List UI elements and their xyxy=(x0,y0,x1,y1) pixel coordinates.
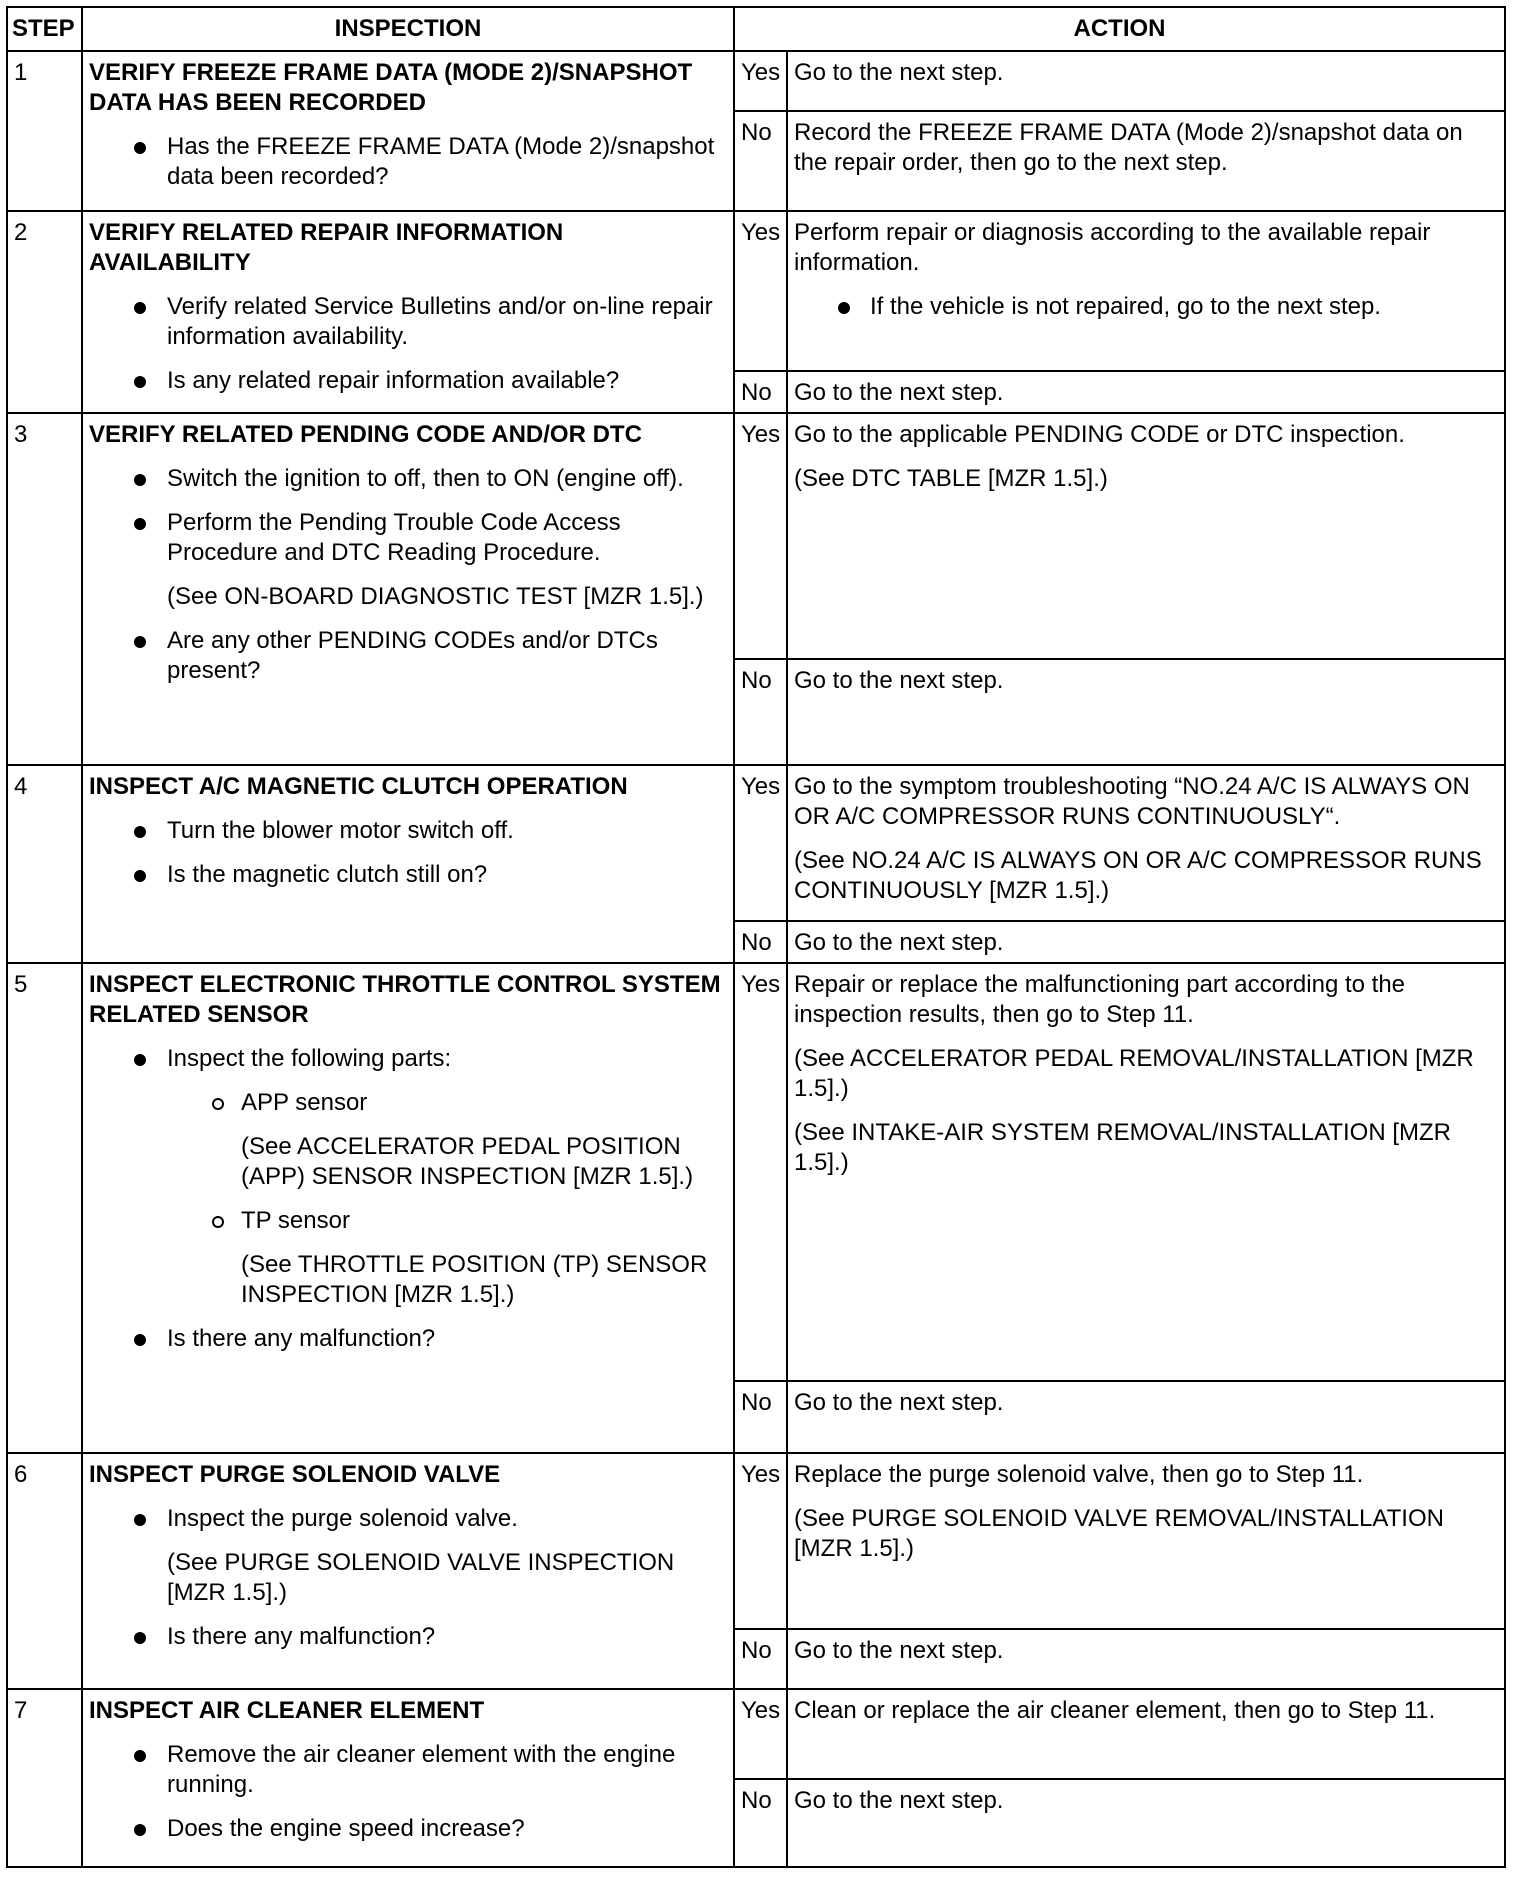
inspection-item: Remove the air cleaner element with the engine running. xyxy=(89,1740,727,1800)
no-label: No xyxy=(734,1381,787,1453)
inspection-subitem: APP sensor xyxy=(89,1088,727,1118)
inspection-cell xyxy=(82,1453,734,1689)
no-label: No xyxy=(734,921,787,963)
inspection-cell xyxy=(82,211,734,413)
yes-action: Perform repair or diagnosis according to the available repair information. xyxy=(794,219,1431,276)
inspection-title: INSPECT PURGE SOLENOID VALVE xyxy=(89,1461,501,1488)
yes-label: Yes xyxy=(734,1453,787,1629)
no-label: No xyxy=(734,371,787,413)
yes-action-reference: (See NO.24 A/C IS ALWAYS ON OR A/C COMPRESSOR RUNS CONTINUOUSLY [MZR 1.5].) xyxy=(794,847,1482,904)
inspection-item: Has the FREEZE FRAME DATA (Mode 2)/snapshot data been recorded? xyxy=(89,132,727,192)
table-row xyxy=(7,963,1505,1381)
table-row xyxy=(7,765,1505,921)
no-action: Record the FREEZE FRAME DATA (Mode 2)/snapshot data on the repair order, then go to the next step. xyxy=(787,111,1505,211)
inspection-item: Are any other PENDING CODEs and/or DTCs present? xyxy=(89,626,727,686)
table-row xyxy=(7,1453,1505,1629)
step-number: 2 xyxy=(7,211,82,413)
yes-action-reference: (See INTAKE-AIR SYSTEM REMOVAL/INSTALLATION [MZR 1.5].) xyxy=(794,1119,1451,1176)
inspection-item: Verify related Service Bulletins and/or on-line repair information availability. xyxy=(89,292,727,352)
no-action: Go to the next step. xyxy=(787,1629,1505,1689)
inspection-cell xyxy=(82,1689,734,1867)
inspection-title: INSPECT AIR CLEANER ELEMENT xyxy=(89,1697,485,1724)
yes-action: Clean or replace the air cleaner element, then go to Step 11. xyxy=(787,1689,1505,1779)
step-number: 7 xyxy=(7,1689,82,1867)
yes-action-cell xyxy=(787,765,1505,921)
diagnostic-table xyxy=(6,6,1506,1868)
inspection-subitem-reference: (See ACCELERATOR PEDAL POSITION (APP) SENSOR INSPECTION [MZR 1.5].) xyxy=(241,1133,694,1190)
yes-action-reference: (See ACCELERATOR PEDAL REMOVAL/INSTALLATION [MZR 1.5].) xyxy=(794,1045,1474,1102)
yes-action-cell xyxy=(787,211,1505,371)
yes-label: Yes xyxy=(734,211,787,371)
table-row xyxy=(7,1689,1505,1779)
no-label: No xyxy=(734,1779,787,1867)
step-column-header: STEP xyxy=(7,7,82,51)
inspection-cell xyxy=(82,51,734,211)
no-label: No xyxy=(734,1629,787,1689)
inspection-cell xyxy=(82,765,734,963)
inspection-item: Is any related repair information available? xyxy=(89,366,727,396)
yes-label: Yes xyxy=(734,51,787,111)
no-action: Go to the next step. xyxy=(787,1779,1505,1867)
yes-label: Yes xyxy=(734,1689,787,1779)
inspection-title: INSPECT A/C MAGNETIC CLUTCH OPERATION xyxy=(89,773,628,800)
inspection-subitem-reference: (See THROTTLE POSITION (TP) SENSOR INSPECTION [MZR 1.5].) xyxy=(241,1251,708,1308)
inspection-item: Does the engine speed increase? xyxy=(89,1814,727,1844)
yes-action: Go to the next step. xyxy=(787,51,1505,111)
no-action: Go to the next step. xyxy=(787,659,1505,765)
inspection-subitem: TP sensor xyxy=(89,1206,727,1236)
inspection-title: VERIFY RELATED REPAIR INFORMATION AVAILABILITY xyxy=(89,219,564,276)
inspection-item: Inspect the following parts: xyxy=(89,1044,727,1074)
yes-action: Go to the applicable PENDING CODE or DTC inspection. xyxy=(794,421,1405,448)
table-row xyxy=(7,51,1505,111)
table-row xyxy=(7,413,1505,659)
inspection-item: Is there any malfunction? xyxy=(89,1622,727,1652)
yes-action-cell xyxy=(787,963,1505,1381)
step-number: 4 xyxy=(7,765,82,963)
yes-action-bullet: If the vehicle is not repaired, go to the next step. xyxy=(794,292,1498,322)
inspection-title: INSPECT ELECTRONIC THROTTLE CONTROL SYSTEM RELATED SENSOR xyxy=(89,971,721,1028)
no-label: No xyxy=(734,111,787,211)
inspection-item: Perform the Pending Trouble Code Access Procedure and DTC Reading Procedure. xyxy=(89,508,727,568)
yes-label: Yes xyxy=(734,963,787,1381)
no-label: No xyxy=(734,659,787,765)
step-number: 1 xyxy=(7,51,82,211)
inspection-cell xyxy=(82,963,734,1453)
yes-action: Go to the symptom troubleshooting “NO.24 A/C IS ALWAYS ON OR A/C COMPRESSOR RUNS CONTINUOUSLY“. xyxy=(794,773,1470,830)
no-action: Go to the next step. xyxy=(787,1381,1505,1453)
yes-action: Repair or replace the malfunctioning part according to the inspection results, then go to Step 11. xyxy=(794,971,1406,1028)
inspection-item: Inspect the purge solenoid valve. xyxy=(89,1504,727,1534)
yes-action-cell xyxy=(787,1453,1505,1629)
yes-action-cell xyxy=(787,413,1505,659)
yes-action-reference: (See DTC TABLE [MZR 1.5].) xyxy=(794,465,1108,492)
yes-label: Yes xyxy=(734,765,787,921)
inspection-item: Switch the ignition to off, then to ON (engine off). xyxy=(89,464,727,494)
inspection-title: VERIFY RELATED PENDING CODE AND/OR DTC xyxy=(89,421,642,448)
action-column-header: ACTION xyxy=(734,7,1505,51)
step-number: 5 xyxy=(7,963,82,1453)
table-header-row xyxy=(7,7,1505,51)
yes-label: Yes xyxy=(734,413,787,659)
inspection-reference: (See ON-BOARD DIAGNOSTIC TEST [MZR 1.5].) xyxy=(167,583,704,610)
step-number: 6 xyxy=(7,1453,82,1689)
inspection-item: Is the magnetic clutch still on? xyxy=(89,860,727,890)
yes-action: Replace the purge solenoid valve, then go to Step 11. xyxy=(794,1461,1364,1488)
no-action: Go to the next step. xyxy=(787,371,1505,413)
inspection-cell xyxy=(82,413,734,765)
inspection-column-header: INSPECTION xyxy=(82,7,734,51)
inspection-item: Turn the blower motor switch off. xyxy=(89,816,727,846)
table-row xyxy=(7,211,1505,371)
yes-action-reference: (See PURGE SOLENOID VALVE REMOVAL/INSTALLATION [MZR 1.5].) xyxy=(794,1505,1444,1562)
step-number: 3 xyxy=(7,413,82,765)
no-action: Go to the next step. xyxy=(787,921,1505,963)
inspection-title: VERIFY FREEZE FRAME DATA (MODE 2)/SNAPSHOT DATA HAS BEEN RECORDED xyxy=(89,59,693,116)
inspection-reference: (See PURGE SOLENOID VALVE INSPECTION [MZR 1.5].) xyxy=(167,1549,675,1606)
inspection-item: Is there any malfunction? xyxy=(89,1324,727,1354)
